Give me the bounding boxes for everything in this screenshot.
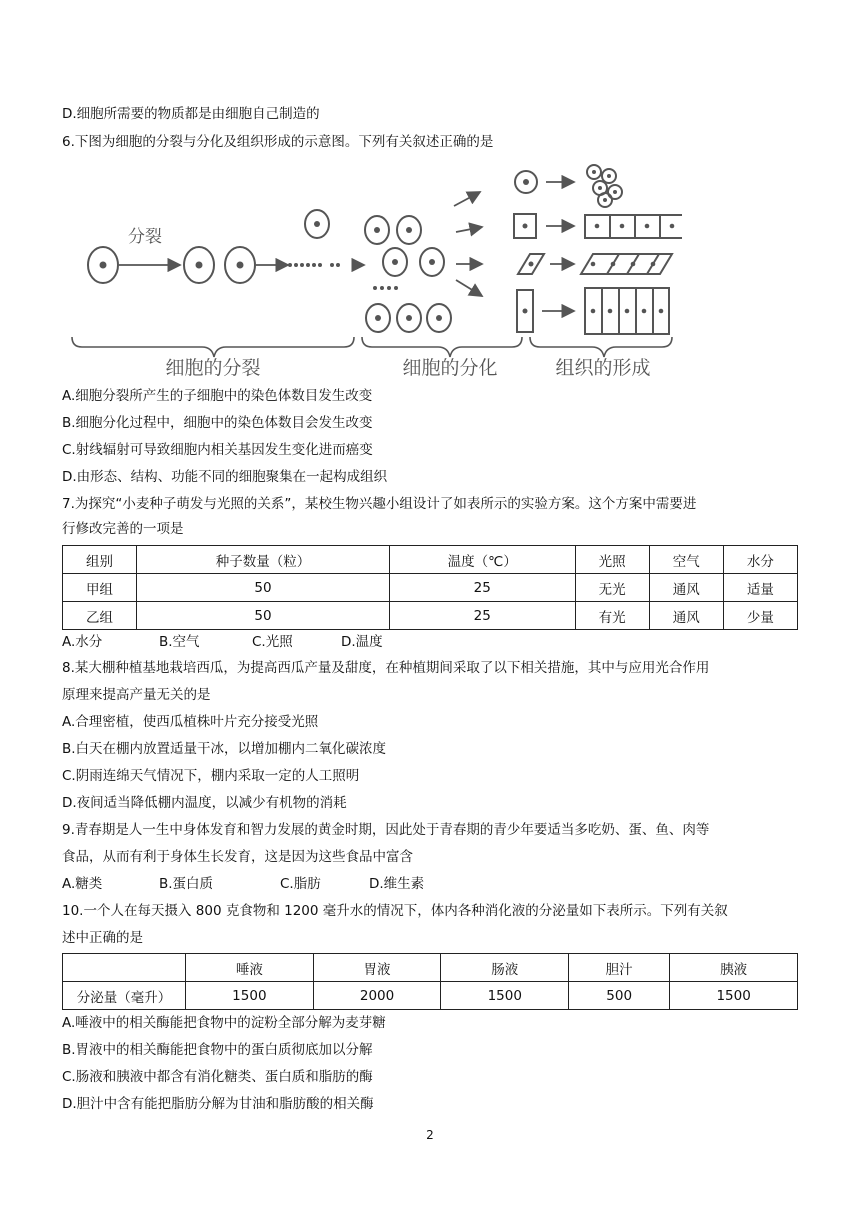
table-header-cell: 空气 <box>649 546 723 574</box>
q8-stem-line2: 原理来提高产量无关的是 <box>62 687 211 703</box>
differentiation-label: 细胞的分化 <box>402 357 498 379</box>
q8-option-b: B.白天在棚内放置适量干冰，以增加棚内二氧化碳浓度 <box>62 741 387 757</box>
cell-division-differentiation-figure <box>62 162 682 384</box>
q6-option-c: C.射线辐射可导致细胞内相关基因发生变化进而癌变 <box>62 442 373 458</box>
table-cell: 50 <box>137 574 390 602</box>
q9-option-d: D.维生素 <box>369 876 425 892</box>
q7-stem-line2: 行修改完善的一项是 <box>62 521 184 537</box>
q5-option-d: D.细胞所需要的物质都是由细胞自己制造的 <box>62 106 320 122</box>
table-cell: 通风 <box>649 602 723 630</box>
table-row <box>63 982 798 1010</box>
q10-stem-line1: 10.一个人在每天摄入 800 克食物和 1200 毫升水的情况下，体内各种消化液的分泌量如下表所示。下列有关叙 <box>62 903 728 919</box>
table-header-cell: 胆汁 <box>569 954 670 982</box>
table-cell: 通风 <box>649 574 723 602</box>
table-cell: 少量 <box>723 602 797 630</box>
table-header-cell <box>63 954 186 982</box>
table-header-row <box>63 546 798 574</box>
table-cell: 分泌量（毫升） <box>63 982 186 1010</box>
q8-option-a: A.合理密植，使西瓜植株叶片充分接受光照 <box>62 714 319 730</box>
q6-option-b: B.细胞分化过程中，细胞中的染色体数目会发生改变 <box>62 415 373 431</box>
table-cell: 50 <box>137 602 390 630</box>
table-cell: 有光 <box>575 602 649 630</box>
table-header-cell: 胰液 <box>670 954 798 982</box>
table-header-cell: 唾液 <box>186 954 314 982</box>
table-row <box>63 574 798 602</box>
q9-options <box>62 874 424 894</box>
table-cell: 2000 <box>313 982 441 1010</box>
q8-stem-line1: 8.某大棚种植基地栽培西瓜，为提高西瓜产量及甜度，在种植期间采取了以下相关措施，其中与应用光合作用 <box>62 660 710 676</box>
table-cell: 1500 <box>441 982 569 1010</box>
table-cell: 500 <box>569 982 670 1010</box>
table-header-cell: 光照 <box>575 546 649 574</box>
q9-option-c: C.脂肪 <box>280 876 321 892</box>
q10-stem-line2: 述中正确的是 <box>62 930 143 946</box>
q9-option-b: B.蛋白质 <box>159 876 214 892</box>
q7-options <box>62 632 383 652</box>
table-cell: 1500 <box>670 982 798 1010</box>
table-cell: 25 <box>389 574 575 602</box>
q9-option-a: A.糖类 <box>62 876 103 892</box>
q7-option-d: D.温度 <box>341 634 383 650</box>
table-header-row <box>63 954 798 982</box>
q9-stem-line1: 9.青春期是人一生中身体发育和智力发展的黄金时期，因此处于青春期的青少年要适当多吃奶、蛋、鱼、肉等 <box>62 822 710 838</box>
division-arrow-label: 分裂 <box>128 227 162 247</box>
page-number: 2 <box>426 1128 434 1142</box>
q9-stem-line2: 食品，从而有利于身体生长发育，这是因为这些食品中富含 <box>62 849 413 865</box>
table-header-cell: 温度（℃） <box>389 546 575 574</box>
q8-option-d: D.夜间适当降低棚内温度，以减少有机物的消耗 <box>62 795 347 811</box>
table-header-cell: 组别 <box>63 546 137 574</box>
table-row <box>63 602 798 630</box>
table-header-cell: 种子数量（粒） <box>137 546 390 574</box>
table-cell: 无光 <box>575 574 649 602</box>
q7-option-c: C.光照 <box>252 634 293 650</box>
q10-option-a: A.唾液中的相关酶能把食物中的淀粉全部分解为麦芽糖 <box>62 1015 386 1031</box>
q7-option-a: A.水分 <box>62 634 103 650</box>
q7-stem-line1: 7.为探究“小麦种子萌发与光照的关系”，某校生物兴趣小组设计了如表所示的实验方案。这个方案中需要进 <box>62 496 697 512</box>
q6-option-a: A.细胞分裂所产生的子细胞中的染色体数目发生改变 <box>62 388 373 404</box>
table-header-cell: 水分 <box>723 546 797 574</box>
q7-option-b: B.空气 <box>159 634 200 650</box>
q10-option-c: C.肠液和胰液中都含有消化糖类、蛋白质和脂肪的酶 <box>62 1069 373 1085</box>
table-cell: 甲组 <box>63 574 137 602</box>
table-cell: 乙组 <box>63 602 137 630</box>
tissue-formation-label: 组织的形成 <box>555 357 651 379</box>
table-header-cell: 肠液 <box>441 954 569 982</box>
q8-option-c: C.阴雨连绵天气情况下，棚内采取一定的人工照明 <box>62 768 360 784</box>
q6-stem: 6.下图为细胞的分裂与分化及组织形成的示意图。下列有关叙述正确的是 <box>62 134 494 150</box>
table-cell: 1500 <box>186 982 314 1010</box>
q10-option-b: B.胃液中的相关酶能把食物中的蛋白质彻底加以分解 <box>62 1042 373 1058</box>
table-cell: 适量 <box>723 574 797 602</box>
q7-experiment-table <box>62 545 798 630</box>
division-label: 细胞的分裂 <box>165 357 261 379</box>
table-cell: 25 <box>389 602 575 630</box>
q10-secretion-table <box>62 953 798 1010</box>
q6-option-d: D.由形态、结构、功能不同的细胞聚集在一起构成组织 <box>62 469 388 485</box>
table-header-cell: 胃液 <box>313 954 441 982</box>
q10-option-d: D.胆汁中含有能把脂肪分解为甘油和脂肪酸的相关酶 <box>62 1096 374 1112</box>
